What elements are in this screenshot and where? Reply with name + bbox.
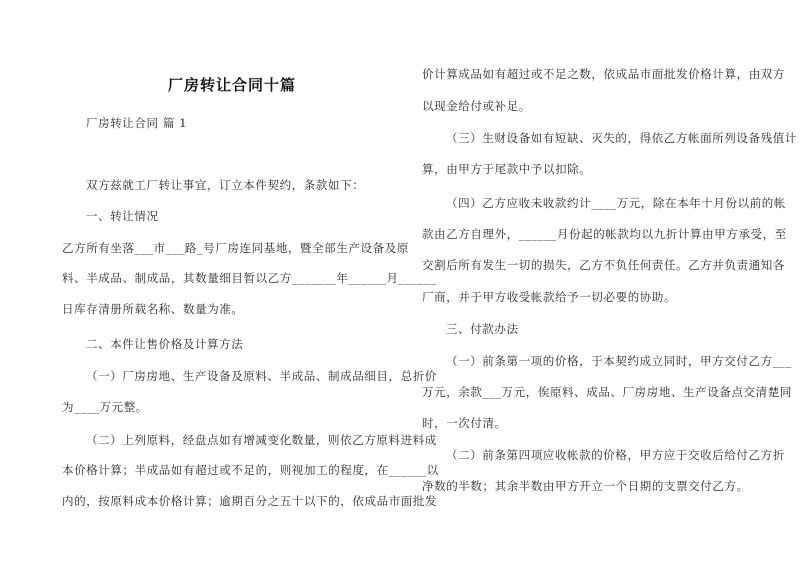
paragraph-line: （一）前条第一项的价格，于本契约成立同时，甲方交付乙方___ bbox=[446, 354, 792, 368]
paragraph-line: 价计算成品如有超过或不足之数，依成品市面批发价格计算，由双方 bbox=[422, 67, 785, 81]
paragraph-line: 日库存清册所载名称、数量为准。 bbox=[62, 302, 244, 316]
section-heading: 厂房转让合同 篇 1 bbox=[86, 116, 188, 130]
paragraph-line: （四）乙方应收未收款约计____万元，除在本年十月份以前的帐 bbox=[446, 196, 786, 210]
paragraph-line: 为____万元整。 bbox=[62, 400, 148, 414]
section-heading: 三、付款办法 bbox=[446, 322, 519, 336]
paragraph-line: （三）生财设备如有短缺、灭失的，得依乙方帐面所列设备残值计 bbox=[446, 131, 797, 145]
paragraph-line: 厂商，并于甲方收受帐款给予一切必要的协助。 bbox=[422, 290, 677, 304]
paragraph-line: 双方兹就工厂转让事宜，订立本件契约，条款如下： bbox=[86, 178, 365, 192]
paragraph-line: 交割后所有发生一切的损失，乙方不负任何责任。乙方并负责通知各 bbox=[422, 258, 785, 272]
paragraph-line: 万元，余款___万元，俟原料、成品、厂房房地、生产设备点交清楚同 bbox=[422, 385, 792, 399]
document-title: 厂房转让合同十篇 bbox=[167, 76, 296, 94]
paragraph-line: 一、转让情况 bbox=[86, 209, 159, 223]
paragraph-line: 净数的半数；其余半数由甲方开立一个日期的支票交付乙方。 bbox=[422, 479, 749, 493]
paragraph-line: 本价格计算；半成品如有超过或不足的，则视加工的程度，在______以 bbox=[62, 463, 439, 477]
paragraph-line: 料、半成品、制成品，其数量细目暂以乙方_______年______月______ bbox=[62, 271, 437, 285]
paragraph-line: （二）前条第四项应收帐款的价格，甲方应于交收后给付乙方折 bbox=[446, 448, 785, 462]
paragraph-line: 款由乙方自理外，______月份起的帐款均以九折计算由甲方承受，至 bbox=[422, 227, 787, 241]
paragraph-line: 算，由甲方于尾款中予以扣除。 bbox=[422, 162, 592, 176]
paragraph-line: 以现金给付或补足。 bbox=[422, 99, 531, 113]
paragraph-line: 时，一次付清。 bbox=[422, 416, 507, 430]
paragraph-line: 乙方所有坐落___市___路_号厂房连同基地，暨全部生产设备及原 bbox=[62, 241, 409, 255]
paragraph-line: 二、本件让售价格及计算方法 bbox=[86, 337, 244, 351]
paragraph-line: （一）厂房房地、生产设备及原料、半成品、制成品细目，总折价 bbox=[86, 369, 437, 383]
paragraph-line: 内的，按原料成本价格计算；逾期百分之五十以下的，依成品市面批发 bbox=[62, 494, 438, 508]
paragraph-line: （二）上列原料，经盘点如有增减变化数量，则依乙方原料进料成 bbox=[86, 433, 437, 447]
